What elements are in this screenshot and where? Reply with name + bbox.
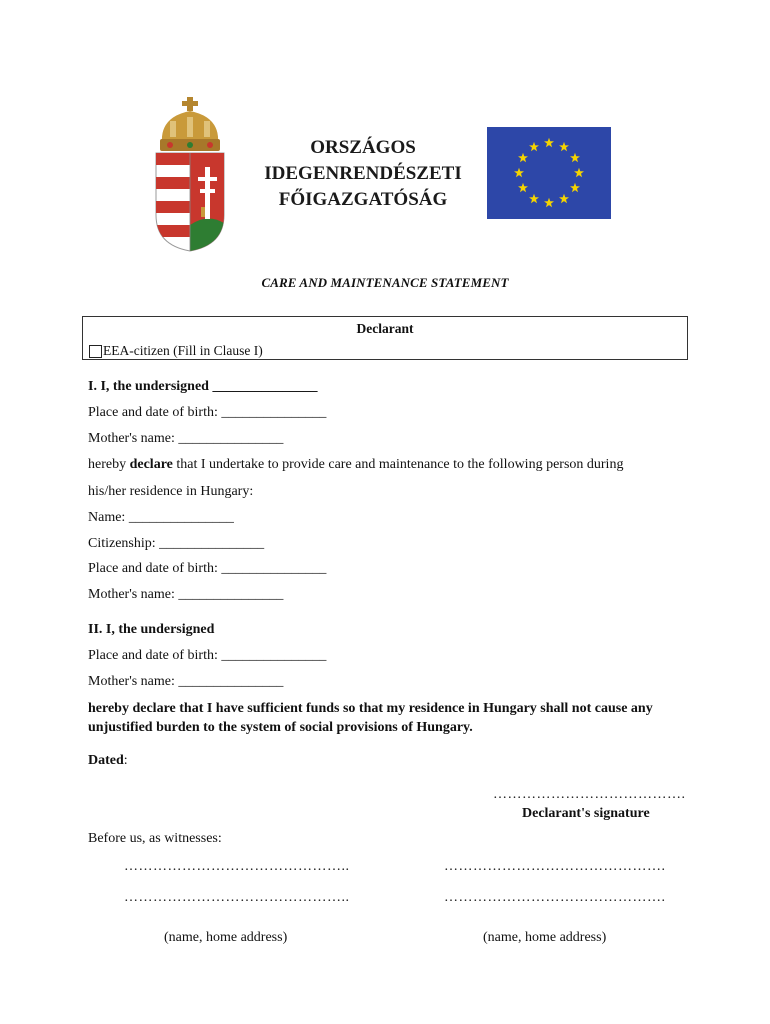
declarant-signature-line: …………………………………. xyxy=(493,787,686,802)
agency-line-3: FŐIGAZGATÓSÁG xyxy=(278,189,448,210)
witness1-line-1: ……………………………………….. xyxy=(124,859,350,874)
declarant-box xyxy=(82,316,688,360)
agency-line-2: IDEGENRENDÉSZETI xyxy=(264,163,462,184)
dated-colon: : xyxy=(123,753,128,768)
declarant-heading: Declarant xyxy=(356,321,414,336)
agency-name xyxy=(248,135,478,213)
clause1-residence: his/her residence in Hungary: xyxy=(88,484,254,499)
clause2-mothers-name: Mother's name: _______________ xyxy=(88,674,284,689)
clause2-undersigned: II. I, the undersigned xyxy=(88,622,215,637)
declarant-signature-label: Declarant's signature xyxy=(522,806,650,821)
clause1-mothers-name: Mother's name: _______________ xyxy=(88,431,284,446)
declaration-rest: that I undertake to provide care and maintenance to the following person during xyxy=(172,457,624,472)
clause1-declaration xyxy=(88,457,623,473)
declare-text: declare xyxy=(129,457,173,472)
dated-label: Dated xyxy=(88,753,124,768)
clause2-place-date-birth: Place and date of birth: _______________ xyxy=(88,648,327,663)
eea-citizen-checkbox[interactable] xyxy=(89,345,102,358)
person-place-date-birth: Place and date of birth: _______________ xyxy=(88,561,327,576)
dated-field xyxy=(88,753,128,769)
agency-line-1: ORSZÁGOS xyxy=(310,137,416,158)
person-citizenship: Citizenship: _______________ xyxy=(88,536,265,551)
witnesses-intro: Before us, as witnesses: xyxy=(88,831,222,846)
witness1-line-2: ……………………………………….. xyxy=(124,890,350,905)
eu-flag-icon xyxy=(487,127,611,219)
witness2-line-2: ………………………………………. xyxy=(444,890,666,905)
clause2-declaration: hereby declare that I have sufficient funds so that my residence in Hungary shall not cause any unjustified burden to the system of social provisions of Hungary. xyxy=(88,701,653,735)
eea-citizen-label: EEA-citizen (Fill in Clause I) xyxy=(103,343,263,358)
clause1-place-date-birth: Place and date of birth: _______________ xyxy=(88,405,327,420)
witness2-line-1: ………………………………………. xyxy=(444,859,666,874)
witness1-caption: (name, home address) xyxy=(164,930,288,945)
clause1-undersigned: I. I, the undersigned _______________ xyxy=(88,379,318,394)
hungarian-coat-of-arms-icon xyxy=(150,95,230,255)
person-name: Name: _______________ xyxy=(88,510,234,525)
witness2-caption: (name, home address) xyxy=(483,930,607,945)
eea-citizen-option[interactable] xyxy=(89,343,263,359)
document-title: CARE AND MAINTENANCE STATEMENT xyxy=(261,275,509,290)
hereby-text: hereby xyxy=(88,457,127,472)
person-mothers-name: Mother's name: _______________ xyxy=(88,587,284,602)
